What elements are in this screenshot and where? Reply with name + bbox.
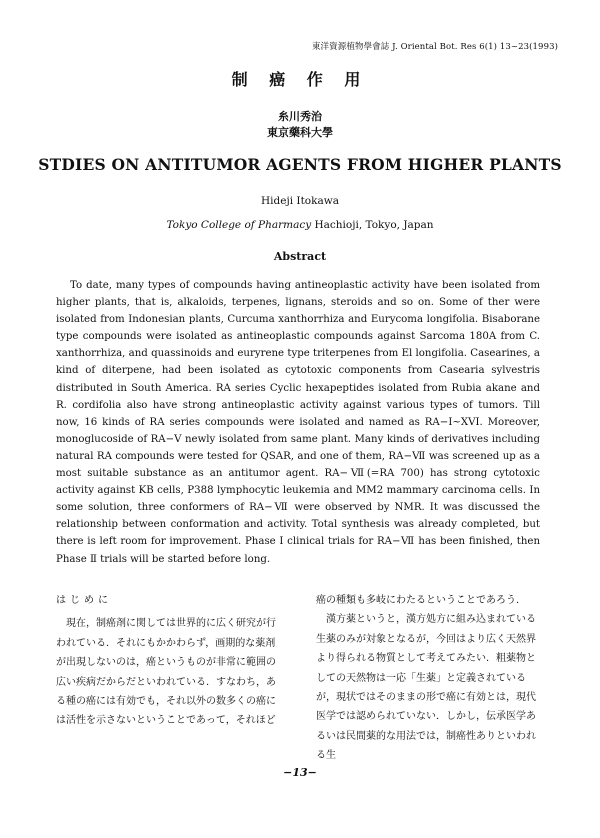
body-column-left xyxy=(56,591,282,731)
japanese-author: 糸川秀治 xyxy=(278,110,322,123)
affiliation-location: Hachioji, Tokyo, Japan xyxy=(311,219,434,231)
japanese-affiliation: 東京藥科大學 xyxy=(267,126,333,139)
section-heading: はじめに xyxy=(56,595,112,606)
japanese-title: 制 癌 作 用 xyxy=(231,70,369,89)
english-title: STDIES ON ANTITUMOR AGENTS FROM HIGHER PLANTS xyxy=(38,155,562,174)
abstract-heading: Abstract xyxy=(273,250,327,263)
body-paragraph: 漢方薬というと，漢方処方に組み込まれている生薬のみが対象となるが，今回はより広く天然界より得られる物質として考えてみたい．粗薬物としての天然物は一応「生薬」と定義されているが，現状ではそのままの形で癌に有効とは，現代医学では認められていない．しかし，伝承医学あるいは民間薬的な用法では，制癌性ありといわれる生 xyxy=(316,614,536,762)
english-affiliation xyxy=(0,219,600,231)
body-column-right xyxy=(316,591,542,766)
abstract-text: To date, many types of compounds having antineoplastic activity have been isolated from higher plants, that is, alkaloids, terpenes, lignans, steroids and so on. Some of ther were isolated from Indonesian plants, Curcuma xanthorrhiza and Eurycoma longifolia. Bisaborane type compounds were isolated as antineoplastic compounds against Sarcoma 180A from C. xanthorrhiza, and quassinoids and euryrene type triterpenes from El longifolia. Casearines, a kind of diterpene, had been isolated as cytotoxic components from Casearia sylvestris distributed in South America. RA series Cyclic hexapeptides isolated from Rubia akane and R. cordifolia also have strong antineoplastic activity against various types of tumors. Till now, 16 kinds of RA series compounds were isolated and named as RA−I~XVI. Moreover, monoglucoside of RA−V newly isolated from same plant. Many kinds of derivatives including natural RA compounds were tested for QSAR, and one of them, RA−Ⅶ was screened up as a most suitable substance as an antitumor agent. RA−Ⅶ(=RA 700) has strong cytotoxic activity against KB cells, P388 lymphocytic leukemia and MM2 mammary carcinoma cells. In some solution, three conformers of RA−Ⅶ were observed by NMR. It was discussed the relationship between conformation and activity. Total synthesis was already completed, but there is left room for improvement. Phase I clinical trials for RA−Ⅶ has been finished, then Phase Ⅱ trials will be started before long. xyxy=(56,280,540,565)
page-number: −13− xyxy=(283,766,317,779)
english-author: Hideji Itokawa xyxy=(261,195,339,207)
affiliation-institution: Tokyo College of Pharmacy xyxy=(166,219,312,231)
body-paragraph-continued: 癌の種類も多岐にわたるということであろう． xyxy=(316,595,526,606)
body-paragraph: 現在，制癌剤に関しては世界的に広く研究が行われている．それにもかかわらず，画期的な薬剤が出現しないのは，癌というものが非常に範囲の広い疾病だからだといわれている．すなわち，ある種の癌には有効でも，それ以外の数多くの癌には活性を示さないということであって，それほど xyxy=(56,618,276,727)
journal-citation: 東洋資源植物學會誌 J. Oriental Bot. Res 6(1) 13~23(1993) xyxy=(311,42,558,52)
